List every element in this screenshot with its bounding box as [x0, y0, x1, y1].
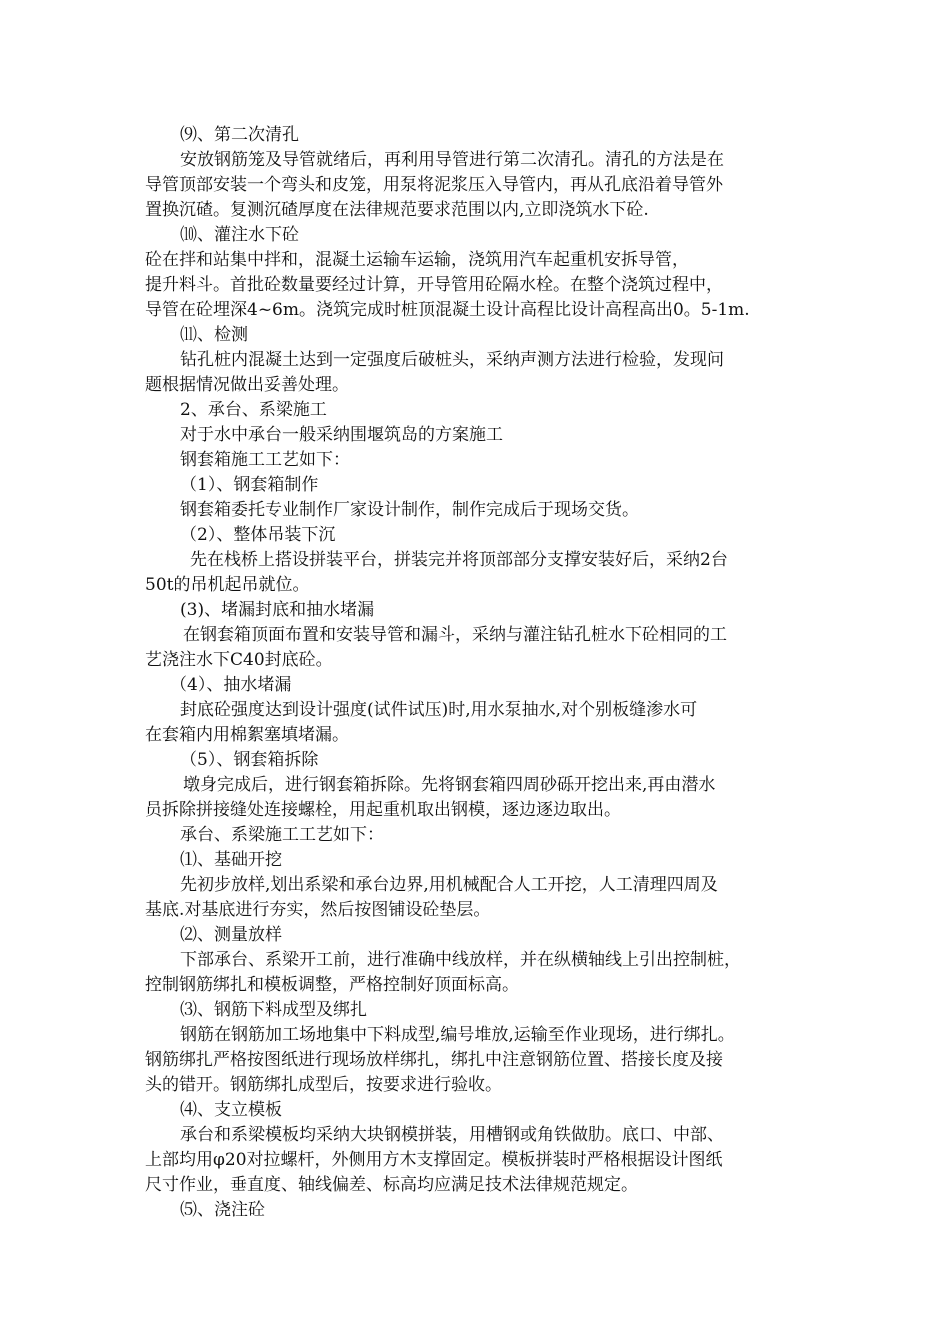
heading-item-11: ⑾、检测	[180, 325, 248, 345]
paragraph-line: 员拆除拼接缝处连接螺栓，用起重机取出钢模，逐边逐边取出。	[145, 800, 621, 820]
sub-heading: ⑷、支立模板	[180, 1100, 282, 1120]
sub-heading: （2）、整体吊装下沉	[180, 525, 336, 545]
sub-heading: ⑶、钢筋下料成型及绑扎	[180, 1000, 367, 1020]
paragraph-line: 50t的吊机起吊就位。	[145, 575, 310, 595]
paragraph-line: 安放钢筋笼及导管就绪后，再利用导管进行第二次清孔。清孔的方法是在	[180, 150, 724, 170]
paragraph-line: 在套箱内用棉絮塞填堵漏。	[145, 725, 349, 745]
paragraph-line: 控制钢筋绑扎和模板调整，严格控制好顶面标高。	[145, 975, 519, 995]
section-heading: 2、承台、系梁施工	[180, 400, 327, 420]
paragraph-line: 尺寸作业，垂直度、轴线偏差、标高均应满足技术法律规范规定。	[145, 1175, 638, 1195]
paragraph-line: 墩身完成后，进行钢套箱拆除。先将钢套箱四周砂砾开挖出来,再由潜水	[183, 775, 716, 795]
paragraph-line: 钢套箱施工工艺如下：	[180, 450, 350, 470]
paragraph-line: 导管顶部安装一个弯头和皮笼，用泵将泥浆压入导管内，再从孔底沿着导管外	[145, 175, 723, 195]
paragraph-line: 在钢套箱顶面布置和安装导管和漏斗，采纳与灌注钻孔桩水下砼相同的工	[183, 625, 727, 645]
paragraph-line: 上部均用φ20对拉螺杆，外侧用方木支撑固定。模板拼装时严格根据设计图纸	[145, 1150, 723, 1170]
paragraph-line: 钢筋绑扎严格按图纸进行现场放样绑扎，绑扎中注意钢筋位置、搭接长度及接	[145, 1050, 723, 1070]
paragraph-line: 头的错开。钢筋绑扎成型后，按要求进行验收。	[145, 1075, 502, 1095]
sub-heading: (3)、堵漏封底和抽水堵漏	[180, 600, 375, 620]
paragraph-line: 承台和系梁模板均采纳大块钢模拼装，用槽钢或角铁做肋。底口、中部、	[180, 1125, 724, 1145]
paragraph-line: 先在栈桥上搭设拼装平台，拼装完并将顶部部分支撑安装好后，采纳2台	[190, 550, 728, 570]
paragraph-line: 钢套箱委托专业制作厂家设计制作，制作完成后于现场交货。	[180, 500, 639, 520]
heading-item-9: ⑼、第二次清孔	[180, 125, 299, 145]
paragraph-line: 提升料斗。首批砼数量要经过计算，开导管用砼隔水栓。在整个浇筑过程中，	[145, 275, 723, 295]
paragraph-line: 钢筋在钢筋加工场地集中下料成型,编号堆放,运输至作业现场，进行绑扎。	[180, 1025, 735, 1045]
paragraph-line: 导管在砼埋深4~6m。浇筑完成时桩顶混凝土设计高程比设计高程高出0。5-1m.	[145, 300, 750, 320]
paragraph-line: 基底.对基底进行夯实，然后按图铺设砼垫层。	[145, 900, 491, 920]
sub-heading: ⑸、浇注砼	[180, 1200, 265, 1220]
paragraph-line: 下部承台、系梁开工前，进行准确中线放样，并在纵横轴线上引出控制桩，	[180, 950, 741, 970]
sub-heading: （4）、抽水堵漏	[170, 675, 292, 695]
paragraph-line: 钻孔桩内混凝土达到一定强度后破桩头，采纳声测方法进行检验，发现问	[180, 350, 724, 370]
heading-item-10: ⑽、灌注水下砼	[180, 225, 299, 245]
paragraph-line: 艺浇注水下C40封底砼。	[145, 650, 333, 670]
sub-heading: （1）、钢套箱制作	[180, 475, 319, 495]
paragraph-line: 承台、系梁施工工艺如下：	[180, 825, 384, 845]
paragraph-line: 对于水中承台一般采纳围堰筑岛的方案施工	[180, 425, 503, 445]
paragraph-line: 先初步放样,划出系梁和承台边界,用机械配合人工开挖，人工清理四周及	[180, 875, 718, 895]
paragraph-line: 砼在拌和站集中拌和，混凝土运输车运输，浇筑用汽车起重机安拆导管，	[145, 250, 689, 270]
paragraph-line: 置换沉碴。复测沉碴厚度在法律规范要求范围以内,立即浇筑水下砼.	[145, 200, 649, 220]
paragraph-line: 封底砼强度达到设计强度(试件试压)时,用水泵抽水,对个别板缝渗水可	[180, 700, 698, 720]
sub-heading: （5）、钢套箱拆除	[180, 750, 319, 770]
sub-heading: ⑵、测量放样	[180, 925, 282, 945]
paragraph-line: 题根据情况做出妥善处理。	[145, 375, 349, 395]
sub-heading: ⑴、基础开挖	[180, 850, 282, 870]
